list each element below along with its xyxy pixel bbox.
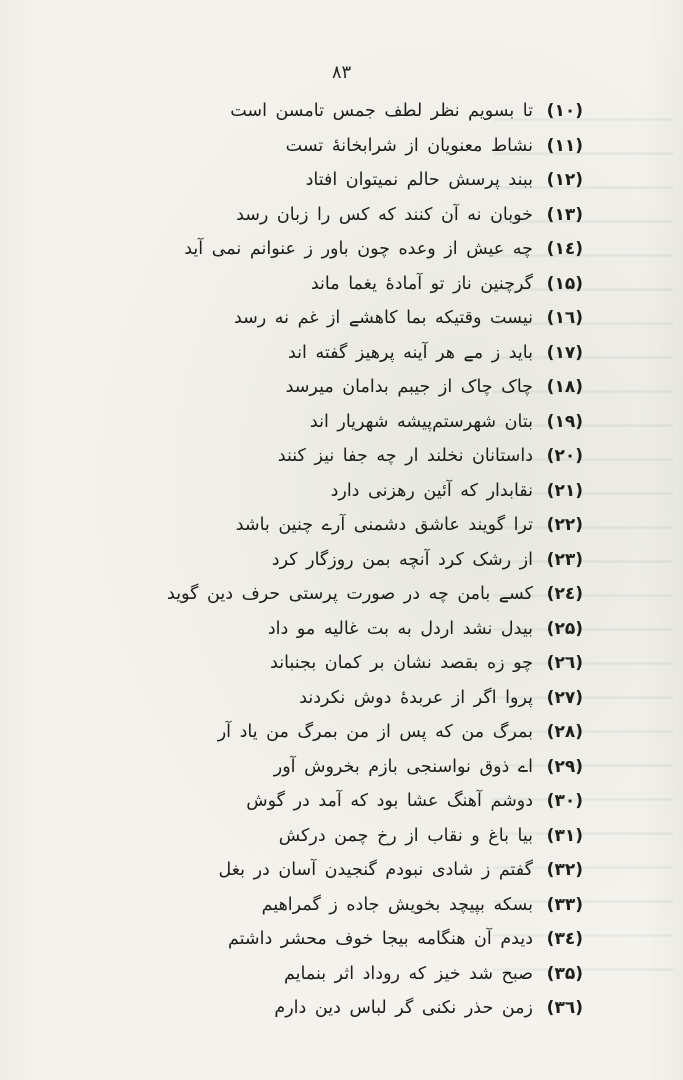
verse-row: [113, 819, 583, 854]
verse-text: صبح شد خیز که روداد اثر بنمایم: [284, 963, 533, 984]
verse-row: [113, 336, 583, 371]
verse-number: (۱٤): [546, 239, 583, 260]
verse-number: (۱۸): [546, 377, 583, 398]
verse-number: (۳۵): [546, 963, 583, 984]
verse-text: تا بسویم نظر لطف جمس تامسن است: [230, 101, 533, 122]
verse-list: [113, 94, 583, 1026]
verse-text: چاک چاک از جیبم بدامان میرسد: [285, 377, 533, 398]
verse-number: (۱۷): [546, 342, 583, 363]
verse-row: [113, 957, 583, 992]
verse-row: [113, 267, 583, 302]
verse-number: (۳۲): [546, 860, 583, 881]
verse-text: بسکه بپیچد بخویش جاده ز گمراهیم: [261, 894, 533, 915]
verse-row: [113, 646, 583, 681]
verse-row: [113, 922, 583, 957]
verse-text: خوبان نه آن کنند که کس را زبان رسد: [236, 204, 533, 225]
verse-row: [113, 888, 583, 923]
verse-text: نشاط معنویان از شرابخانهٔ تست: [285, 135, 533, 156]
verse-row: [113, 543, 583, 578]
verse-row: [113, 508, 583, 543]
verse-row: [113, 198, 583, 233]
verse-number: (۲۸): [546, 722, 583, 743]
verse-number: (۳۱): [546, 825, 583, 846]
verse-text: پروا اگر از عربدهٔ دوش نکردند: [299, 687, 533, 708]
verse-text: گرچنین ناز تو آمادهٔ یغما ماند: [310, 273, 533, 294]
verse-row: [113, 715, 583, 750]
verse-text: چو زه بقصد نشان بر کمان بجنباند: [270, 653, 533, 674]
verse-text: از رشک کرد آنچه بمن روزگار کرد: [271, 549, 533, 570]
verse-row: [113, 129, 583, 164]
verse-number: (۲۰): [546, 446, 583, 467]
verse-row: [113, 370, 583, 405]
verse-row: [113, 301, 583, 336]
page-number: ۸۳: [331, 62, 352, 83]
verse-text: بیدل نشد اردل به بت غالیه مو داد: [267, 618, 533, 639]
verse-text: بمرگ من که پس از من بمرگ من یاد آر: [217, 722, 533, 743]
verse-text: دیدم آن هنگامه بیجا خوف محشر داشتم: [228, 929, 533, 950]
verse-number: (۳۰): [546, 791, 583, 812]
verse-row: [113, 784, 583, 819]
verse-text: زمن حذر نکنی گر لباس دین دارم: [274, 998, 533, 1019]
verse-row: [113, 405, 583, 440]
verse-number: (۲۷): [546, 687, 583, 708]
verse-row: [113, 439, 583, 474]
verse-number: (۳۳): [546, 894, 583, 915]
verse-text: باید ز مے هر آینه پرهیز گفته اند: [287, 342, 533, 363]
verse-row: [113, 94, 583, 129]
verse-number: (۳٦): [546, 998, 583, 1019]
verse-number: (۲۹): [546, 756, 583, 777]
verse-number: (۱۰): [546, 101, 583, 122]
verse-text: ترا گویند عاشق دشمنی آرے چنین باشد: [235, 515, 533, 536]
verse-number: (۲۳): [546, 549, 583, 570]
verse-text: نیست وقتیکه بما کاهشے از غم نه رسد: [233, 308, 533, 329]
verse-text: چه عیش از وعده چون باور ز عنوانم نمی آید: [184, 239, 533, 260]
verse-number: (۲٤): [546, 584, 583, 605]
verse-row: [113, 853, 583, 888]
verse-row: [113, 681, 583, 716]
verse-text: ببند پرسش حالم نمیتوان افتاد: [305, 170, 533, 191]
verse-row: [113, 577, 583, 612]
verse-number: (۱۹): [546, 411, 583, 432]
verse-number: (۲٦): [546, 653, 583, 674]
verse-number: (۱۲): [546, 170, 583, 191]
verse-text: نقابدار که آئین رهزنی دارد: [330, 480, 533, 501]
verse-row: [113, 991, 583, 1026]
verse-text: دوشم آهنگ عشا بود که آمد در گوش: [246, 791, 533, 812]
verse-number: (۱٦): [546, 308, 583, 329]
verse-text: گفتم ز شادی نبودم گنجیدن آسان در بغل: [218, 860, 533, 881]
verse-number: (۱۱): [546, 135, 583, 156]
verse-text: داستانان نخلند ار چه جفا نیز کنند: [277, 446, 533, 467]
verse-number: (۲۵): [546, 618, 583, 639]
verse-number: (۱۵): [546, 273, 583, 294]
verse-row: [113, 163, 583, 198]
verse-row: [113, 474, 583, 509]
verse-text: اے ذوق نواسنجی بازم بخروش آور: [273, 756, 533, 777]
verse-number: (۲۱): [546, 480, 583, 501]
verse-text: بیا باغ و نقاب از رخ چمن درکش: [278, 825, 533, 846]
verse-text: بتان شهرستم‌پیشه شهریار اند: [309, 411, 533, 432]
verse-row: [113, 612, 583, 647]
verse-row: [113, 750, 583, 785]
verse-text: کسے بامن چه در صورت پرستی حرف دین گوید: [167, 584, 533, 605]
verse-number: (۳٤): [546, 929, 583, 950]
verse-number: (۱۳): [546, 204, 583, 225]
verse-number: (۲۲): [546, 515, 583, 536]
verse-row: [113, 232, 583, 267]
